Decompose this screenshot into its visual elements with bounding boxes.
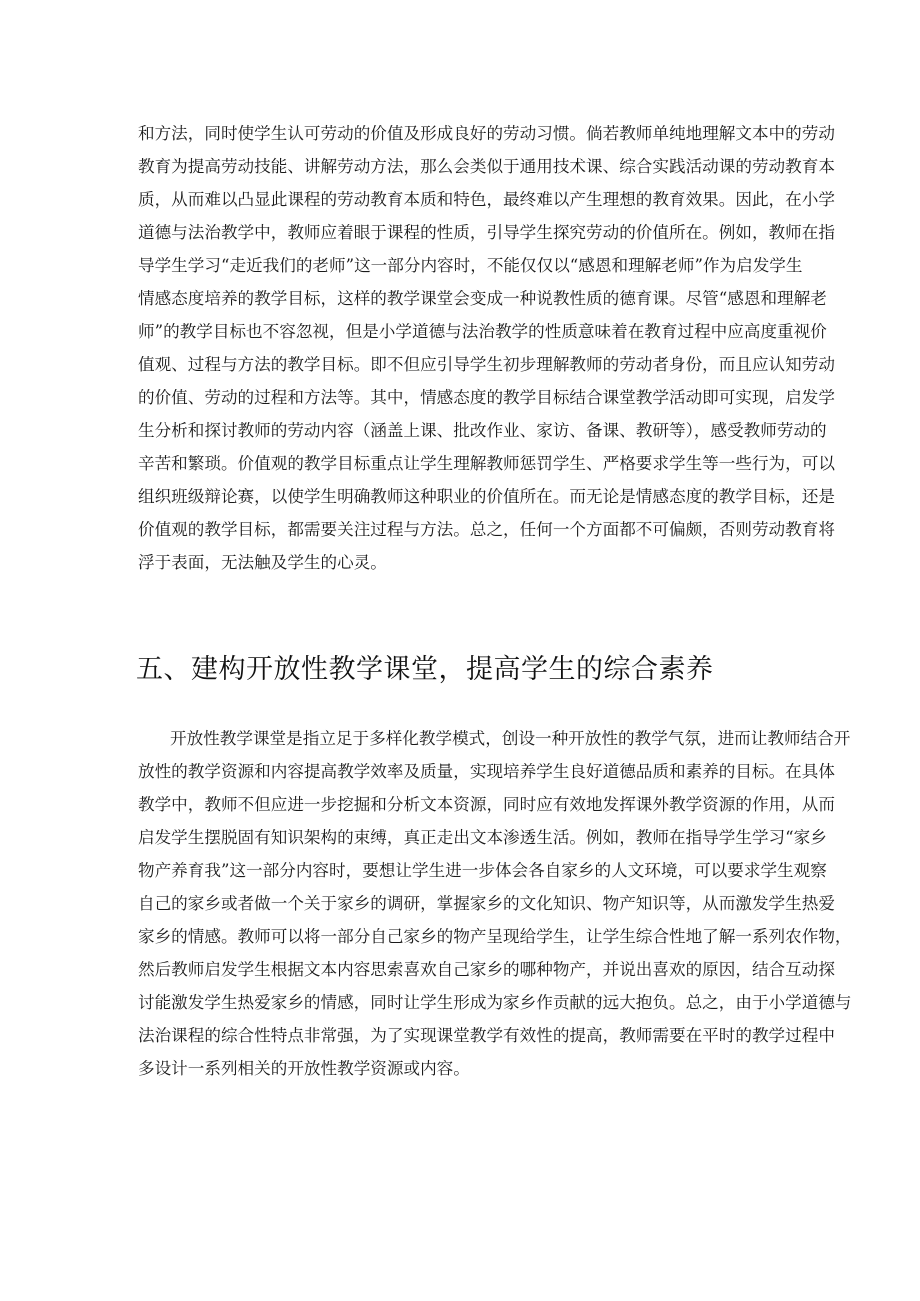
paragraph-line: 放性的教学资源和内容提高教学效率及质量，实现培养学生良好道德品质和素养的目标。在具体	[138, 762, 835, 781]
paragraph-line: 质，从而难以凸显此课程的劳动教育本质和特色，最终难以产生理想的教育效果。因此，在小学	[138, 190, 835, 209]
paragraph-line: 法治课程的综合性特点非常强，为了实现课堂教学有效性的提高，教师需要在平时的教学过程中	[138, 1026, 835, 1045]
paragraph-line: 生分析和探讨教师的劳动内容（涵盖上课、批改作业、家访、备课、教研等），感受教师劳动的	[138, 421, 827, 440]
section-heading: 五、建构开放性教学课堂，提高学生的综合素养	[136, 654, 714, 685]
paragraph-line: 物产养育我”这一部分内容时，要想让学生进一步体会各自家乡的人文环境，可以要求学生观察	[138, 861, 827, 880]
paragraph-line: 辛苦和繁琐。价值观的教学目标重点让学生理解教师惩罚学生、严格要求学生等一些行为，可以	[138, 454, 835, 473]
paragraph-line: 开放性教学课堂是指立足于多样化教学模式，创设一种开放性的教学气氛，进而让教师结合开	[170, 729, 851, 748]
paragraph-line: 导学生学习“走近我们的老师”这一部分内容时，不能仅仅以“感恩和理解老师”作为启发学生	[138, 256, 803, 275]
paragraph-line: 值观、过程与方法的教学目标。即不但应引导学生初步理解教师的劳动者身份，而且应认知劳动	[138, 355, 835, 374]
paragraph-line: 然后教师启发学生根据文本内容思索喜欢自己家乡的哪种物产，并说出喜欢的原因，结合互动探	[138, 960, 835, 979]
paragraph-line: 和方法，同时使学生认可劳动的价值及形成良好的劳动习惯。倘若教师单纯地理解文本中的劳动	[138, 124, 835, 143]
paragraph-line: 家乡的情感。教师可以将一部分自己家乡的物产呈现给学生，让学生综合性地了解一系列农作物，	[138, 927, 852, 946]
paragraph-line: 师”的教学目标也不容忽视，但是小学道德与法治教学的性质意味着在教育过程中应高度重视价	[138, 322, 827, 341]
paragraph-line: 情感态度培养的教学目标，这样的教学课堂会变成一种说教性质的德育课。尽管“感恩和理解老	[138, 289, 827, 308]
paragraph-line: 道德与法治教学中，教师应着眼于课程的性质，引导学生探究劳动的价值所在。例如，教师在指	[138, 223, 835, 242]
paragraph-line: 启发学生摆脱固有知识架构的束缚，真正走出文本渗透生活。例如，教师在指导学生学习“家乡	[138, 828, 827, 847]
paragraph-line: 讨能激发学生热爱家乡的情感，同时让学生形成为家乡作贡献的远大抱负。总之，由于小学道德与	[138, 993, 852, 1012]
paragraph-line: 浮于表面，无法触及学生的心灵。	[138, 553, 387, 572]
paragraph-line: 自己的家乡或者做一个关于家乡的调研，掌握家乡的文化知识、物产知识等，从而激发学生热爱	[138, 894, 835, 913]
paragraph-line: 教育为提高劳动技能、讲解劳动方法，那么会类似于通用技术课、综合实践活动课的劳动教育本	[138, 157, 835, 176]
paragraph-line: 组织班级辩论赛，以使学生明确教师这种职业的价值所在。而无论是情感态度的教学目标，还是	[138, 487, 835, 506]
paragraph-line: 教学中，教师不但应进一步挖掘和分析文本资源，同时应有效地发挥课外教学资源的作用，从而	[138, 795, 835, 814]
paragraph-line: 价值观的教学目标，都需要关注过程与方法。总之，任何一个方面都不可偏颇，否则劳动教育将	[138, 520, 835, 539]
paragraph-line: 多设计一系列相关的开放性教学资源或内容。	[138, 1059, 470, 1078]
paragraph-line: 的价值、劳动的过程和方法等。其中，情感态度的教学目标结合课堂教学活动即可实现，启发学	[138, 388, 835, 407]
